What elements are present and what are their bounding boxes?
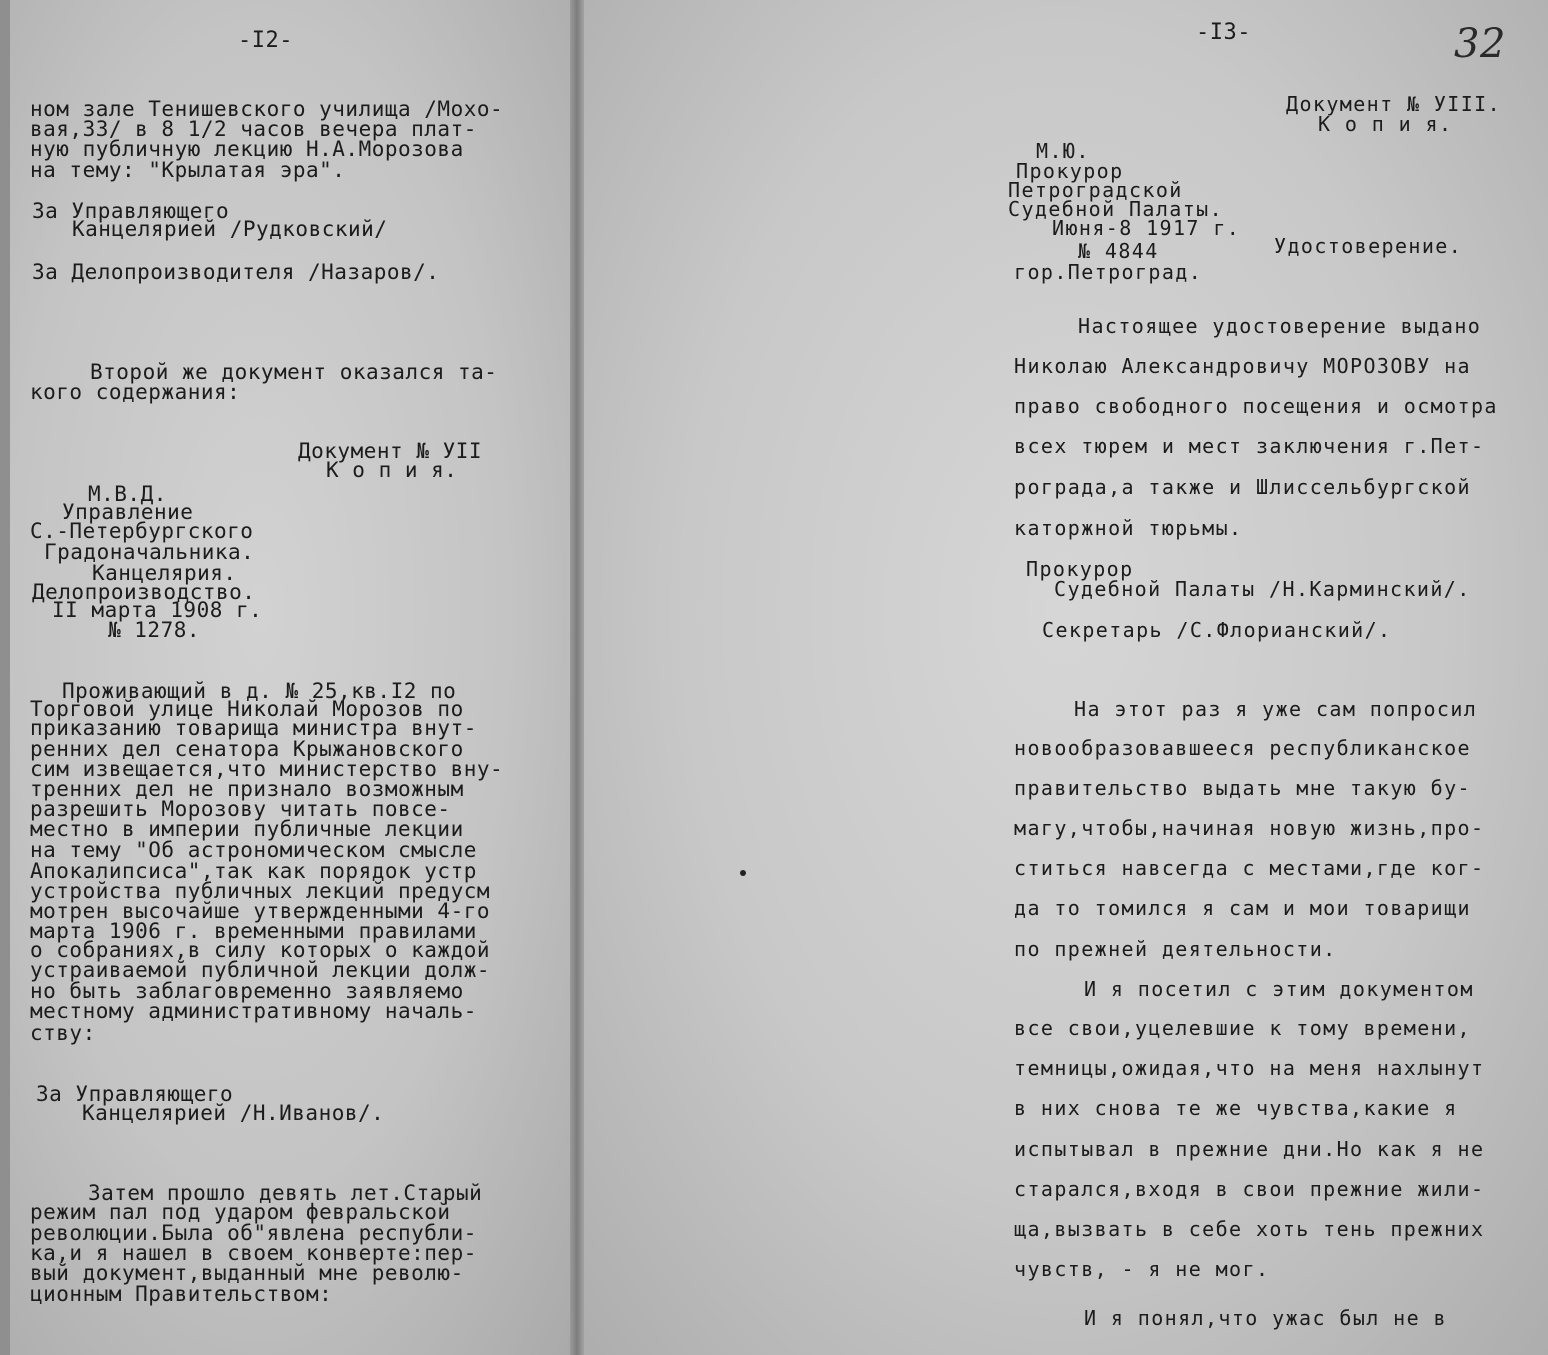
text-line: ренних дел сенатора Крыжановского bbox=[30, 737, 464, 761]
text-line: Управление bbox=[62, 500, 194, 524]
right-page bbox=[578, 0, 1548, 1355]
text-line: устройства публичных лекций предусм bbox=[30, 879, 491, 903]
text-line: марта 1906 г. временными правилами bbox=[30, 919, 477, 943]
text-line: ную публичную лекцию Н.А.Морозова bbox=[30, 137, 464, 161]
certificate-title: Удостоверение. bbox=[1274, 234, 1463, 258]
text-line: ству: bbox=[30, 1021, 96, 1045]
left-page bbox=[0, 0, 578, 1355]
text-line: но быть заблаговременно заявляемо bbox=[30, 979, 464, 1003]
text-line: Затем прошло девять лет.Старый bbox=[88, 1181, 483, 1205]
text-line: старался,входя в свои прежние жили- bbox=[1014, 1177, 1485, 1201]
text-line: кого содержания: bbox=[30, 380, 241, 404]
text-line: темницы,ожидая,что на меня нахлынут bbox=[1014, 1056, 1485, 1080]
text-line: чувств, - я не мог. bbox=[1014, 1257, 1270, 1281]
text-line: каторжной тюрьмы. bbox=[1014, 516, 1243, 540]
text-line: сим извещается,что министерство вну- bbox=[30, 757, 504, 781]
ink-spot bbox=[740, 870, 746, 876]
text-line: ционным Правительством: bbox=[30, 1282, 333, 1306]
text-line: Секретарь /С.Флорианский/. bbox=[1042, 618, 1392, 642]
text-line: II марта 1908 г. bbox=[52, 598, 263, 622]
text-line: мотрен высочайше утвержденными 4-го bbox=[30, 899, 491, 923]
text-line: Судебной Палаты /Н.Карминский/. bbox=[1054, 577, 1471, 601]
page-edge-shadow bbox=[0, 0, 10, 1355]
text-line: на тему "Об астрономическом смысле bbox=[30, 838, 477, 862]
text-line: вая,33/ в 8 1/2 часов вечера плат- bbox=[30, 117, 477, 141]
archive-page-number: 32 bbox=[1454, 21, 1506, 67]
text-line: местному административному началь- bbox=[30, 999, 477, 1023]
text-line: гор.Петроград. bbox=[1014, 260, 1203, 284]
text-line: М.В.Д. bbox=[88, 482, 167, 506]
text-line: К о п и я. bbox=[1318, 112, 1453, 136]
text-line: местно в империи публичные лекции bbox=[30, 817, 464, 841]
text-line: ка,и я нашел в своем конверте:пер- bbox=[30, 1241, 477, 1265]
text-line: приказанию товарища министра внут- bbox=[30, 716, 477, 740]
text-line: да то томился я сам и мои товарищи bbox=[1014, 896, 1471, 920]
text-line: устраиваемой публичной лекции долж- bbox=[30, 958, 491, 982]
book-gutter bbox=[570, 0, 584, 1355]
text-line: право свободного посещения и осмотра bbox=[1014, 394, 1498, 418]
text-line: Прокурор bbox=[1016, 159, 1124, 183]
text-line: ном зале Тенишевского училища /Мохо- bbox=[30, 97, 504, 121]
text-line: Николаю Александровичу МОРОЗОВУ на bbox=[1014, 354, 1471, 378]
page-number: -I2- bbox=[238, 28, 293, 53]
text-line: За Управляющего bbox=[36, 1082, 234, 1106]
text-line: Канцелярией /Н.Иванов/. bbox=[82, 1101, 385, 1125]
text-line: За Делопроизводителя /Назаров/. bbox=[32, 260, 440, 284]
text-line: Прокурор bbox=[1026, 557, 1134, 581]
text-line: по прежней деятельности. bbox=[1014, 937, 1337, 961]
text-line: Судебной Палаты. bbox=[1008, 197, 1224, 221]
text-line: Второй же документ оказался та- bbox=[90, 360, 498, 384]
text-line: Июня-8 1917 г. bbox=[1052, 216, 1241, 240]
text-line: правительство выдать мне такую бу- bbox=[1014, 776, 1471, 800]
text-line: ща,вызвать в себе хоть тень прежних bbox=[1014, 1217, 1485, 1241]
text-line: Канцелярия. bbox=[92, 561, 237, 585]
text-line: И я понял,что ужас был не в bbox=[1084, 1306, 1447, 1330]
text-line: о собраниях,в силу которых о каждой bbox=[30, 938, 491, 962]
document-title: Документ № УII bbox=[298, 439, 483, 463]
text-line: Петроградской bbox=[1008, 178, 1183, 202]
text-line: Градоначальника. bbox=[44, 540, 255, 564]
text-line: Канцелярией /Рудковский/ bbox=[72, 217, 388, 241]
text-line: Торговой улице Николай Морозов по bbox=[30, 697, 464, 721]
text-line: К о п и я. bbox=[326, 458, 458, 482]
text-line: № 4844 bbox=[1078, 239, 1159, 263]
text-line: тренних дел не признало возможным bbox=[30, 777, 464, 801]
text-line: новообразовавшееся республиканское bbox=[1014, 736, 1471, 760]
text-line: испытывал в прежние дни.Но как я не bbox=[1014, 1137, 1485, 1161]
document-title: Документ № УIII. bbox=[1286, 92, 1502, 116]
text-line: все свои,уцелевшие к тому времени, bbox=[1014, 1016, 1471, 1040]
text-line: М.Ю. bbox=[1036, 139, 1090, 163]
text-line: в них снова те же чувства,какие я bbox=[1014, 1096, 1458, 1120]
text-line: На этот раз я уже сам попросил bbox=[1074, 697, 1478, 721]
text-line: И я посетил с этим документом bbox=[1084, 977, 1474, 1001]
text-line: Делопроизводство. bbox=[32, 580, 256, 604]
text-line: на тему: "Крылатая эра". bbox=[30, 158, 346, 182]
text-line: За Управляющего bbox=[32, 199, 230, 223]
text-line: вый документ,выданный мне револю- bbox=[30, 1261, 464, 1285]
text-line: С.-Петербургского bbox=[30, 519, 254, 543]
text-line: Проживающий в д. № 25,кв.I2 по bbox=[62, 679, 457, 703]
text-line: Апокалипсиса",так как порядок устр bbox=[30, 859, 477, 883]
text-line: рограда,а также и Шлиссельбургской bbox=[1014, 475, 1471, 499]
page-number: -I3- bbox=[1196, 20, 1251, 45]
text-line: ститься навсегда с местами,где ког- bbox=[1014, 856, 1485, 880]
text-line: Настоящее удостоверение выдано bbox=[1078, 314, 1482, 338]
text-line: всех тюрем и мест заключения г.Пет- bbox=[1014, 434, 1485, 458]
text-line: режим пал под ударом февральской bbox=[30, 1200, 451, 1224]
text-line: № 1278. bbox=[108, 618, 201, 642]
text-line: разрешить Морозову читать повсе- bbox=[30, 797, 451, 821]
text-line: революции.Была об"явлена республи- bbox=[30, 1221, 477, 1245]
text-line: магу,чтобы,начиная новую жизнь,про- bbox=[1014, 816, 1485, 840]
